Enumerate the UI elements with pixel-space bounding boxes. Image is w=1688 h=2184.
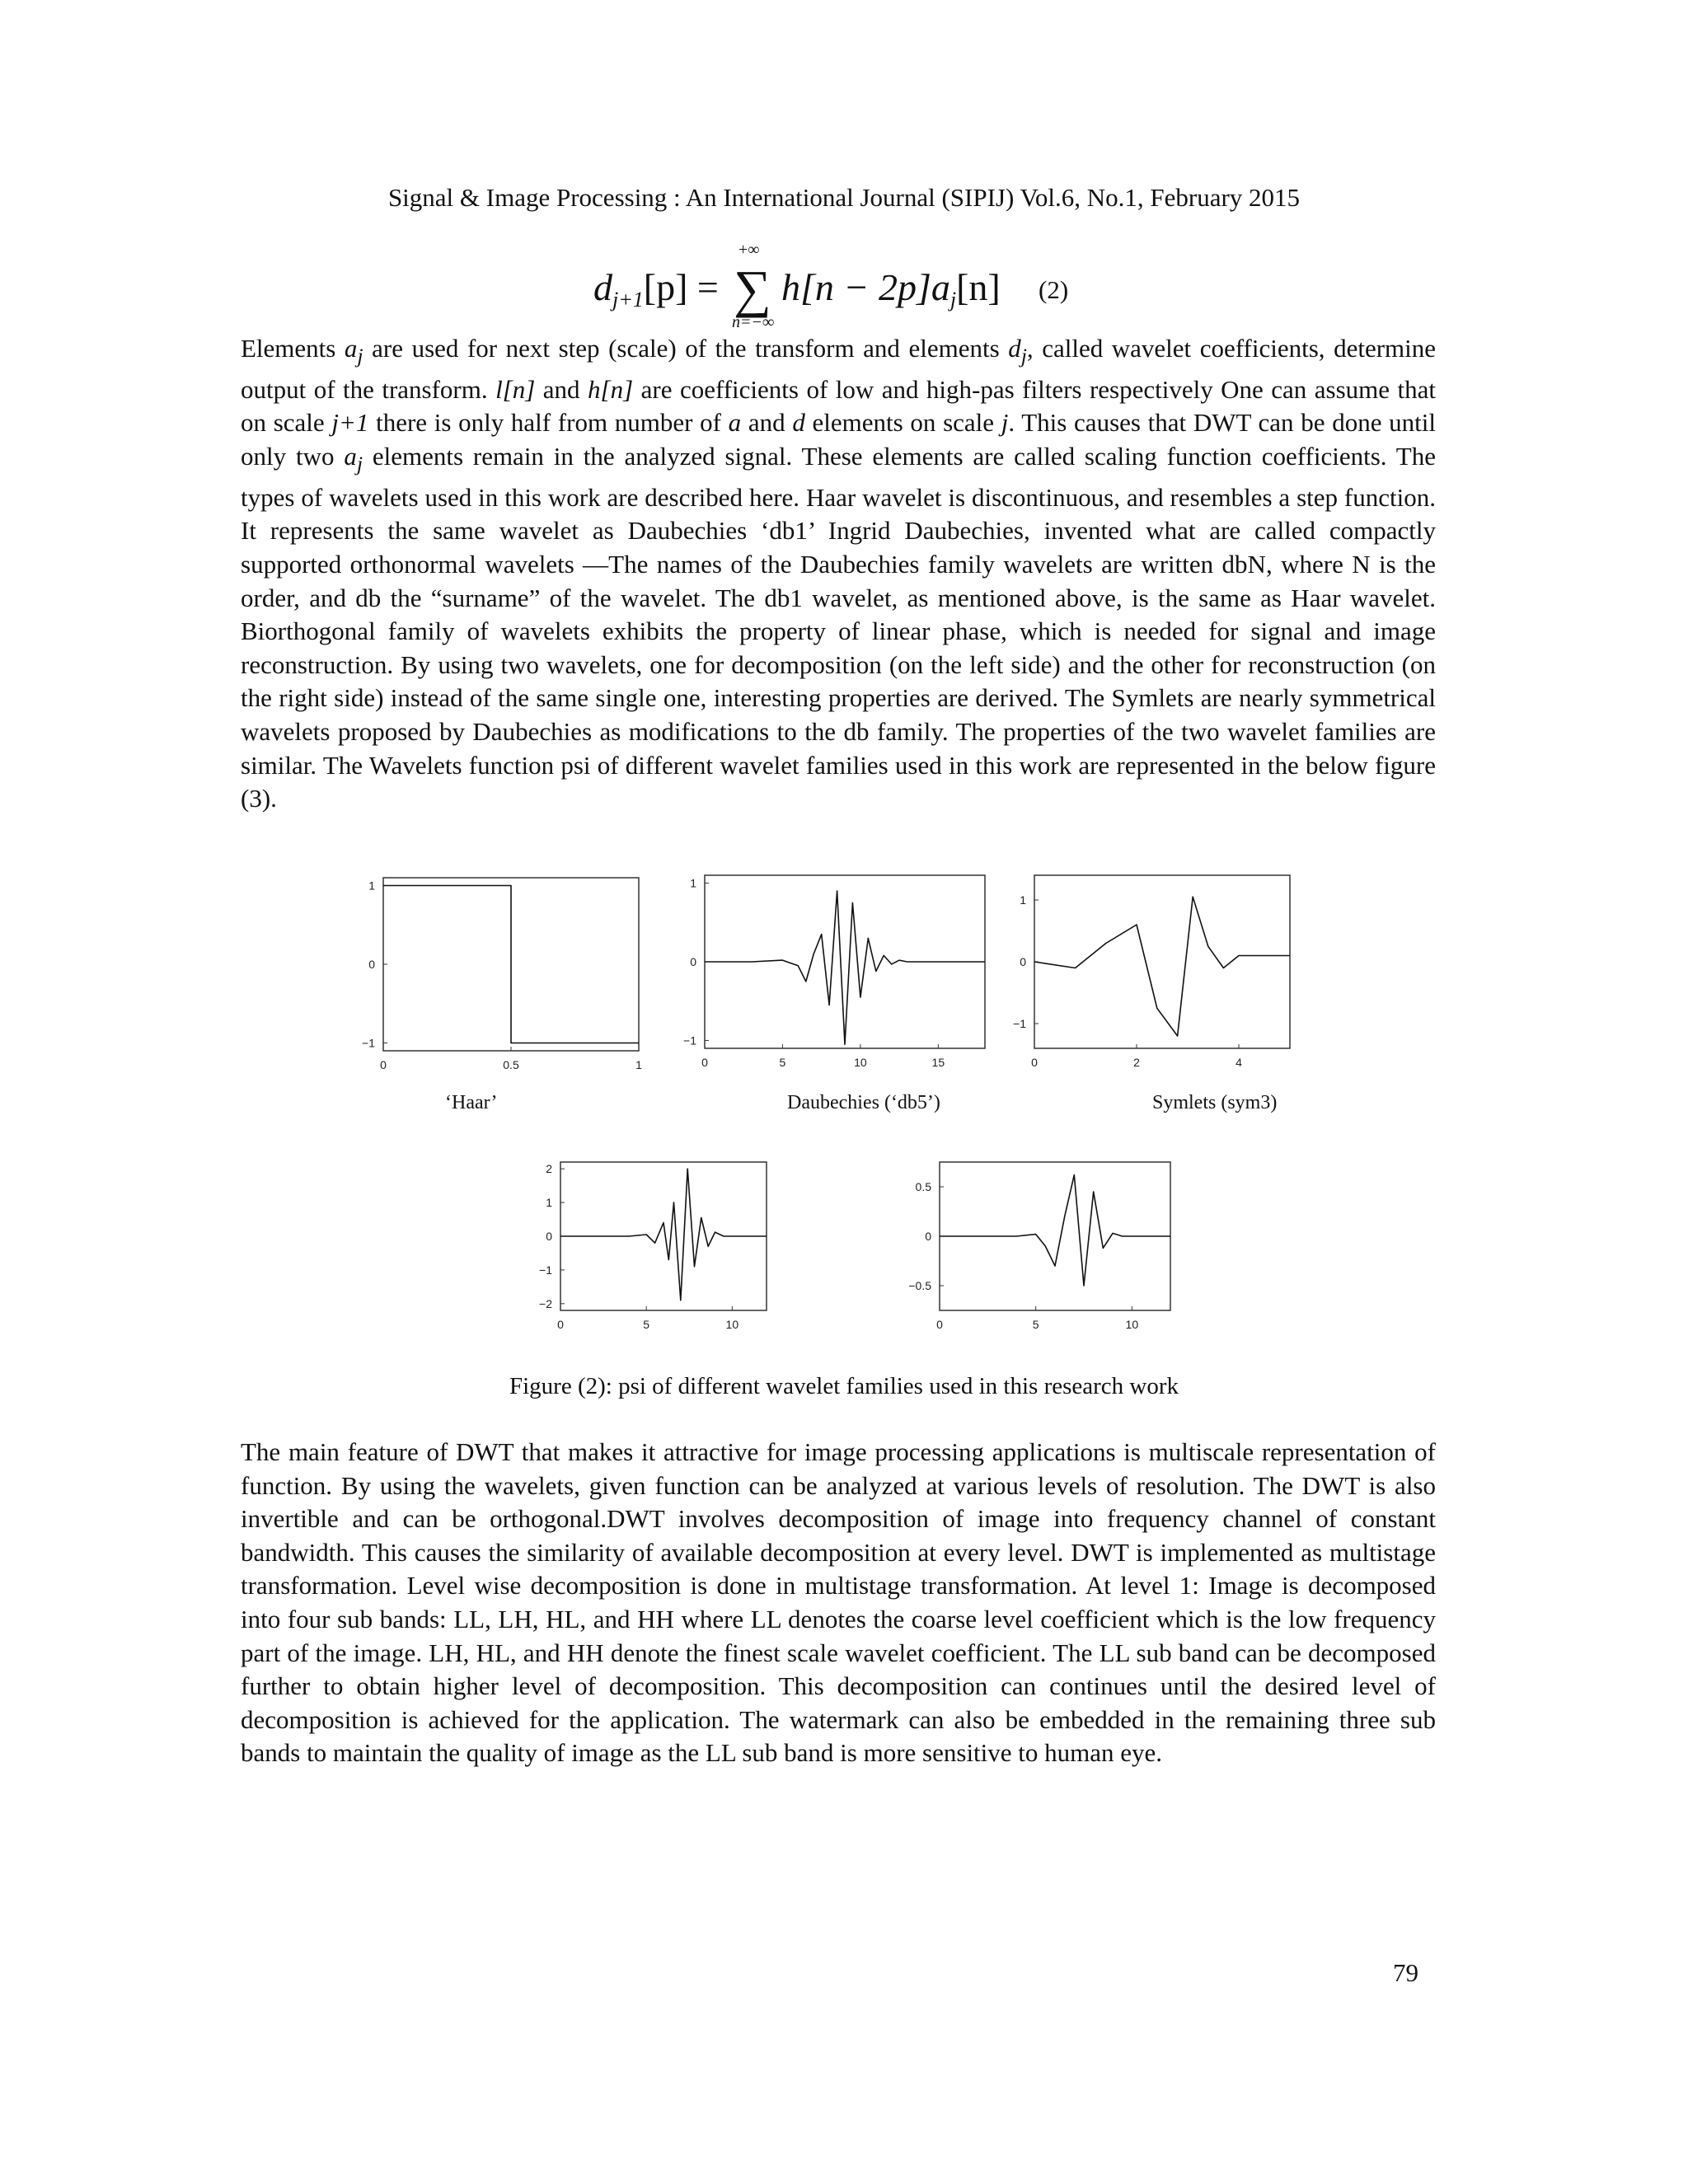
wavelet-curve-sym3 xyxy=(1034,897,1290,1036)
y-tick-label: 1 xyxy=(546,1196,552,1210)
plot-frame xyxy=(1034,875,1290,1048)
x-tick-label: 15 xyxy=(931,1056,945,1069)
label-sym3: Symlets (sym3) xyxy=(1152,1092,1278,1113)
sum-sign: ∑ xyxy=(734,260,771,318)
x-tick-label: 0 xyxy=(557,1318,564,1331)
y-tick-label: 1 xyxy=(1020,893,1026,907)
y-tick-label: −1 xyxy=(683,1033,696,1047)
plot-bottom-right xyxy=(907,1154,1179,1343)
wavelet-curve-haar xyxy=(383,886,639,1043)
figure-caption: Figure (2): psi of different wavelet families used in this research work xyxy=(509,1373,1179,1399)
plot-haar xyxy=(350,869,647,1084)
journal-header: Signal & Image Processing : An International Journal (SIPIJ) Vol.6, No.1, February 2015 xyxy=(387,183,1301,212)
equation-2 xyxy=(577,241,1154,331)
label-haar: ‘Haar’ xyxy=(445,1092,498,1113)
x-tick-label: 0 xyxy=(1031,1056,1038,1069)
y-tick-label: 0.5 xyxy=(915,1180,931,1193)
x-tick-label: 10 xyxy=(854,1056,867,1069)
y-tick-label: 1 xyxy=(368,879,375,893)
sum-upper-limit: +∞ xyxy=(738,241,760,259)
x-tick-label: 10 xyxy=(725,1318,739,1331)
y-tick-label: 0 xyxy=(546,1230,552,1243)
y-tick-label: 2 xyxy=(546,1162,552,1176)
x-tick-label: 5 xyxy=(643,1318,650,1331)
body-paragraph-1: Elements $a_j$ are used for next step (scale) of the transform and elements $d_j$, called wavelet coefficients, determine output of the transform. l[n] and h[n] are coefficients of low and high-pas filters respectively One can assume that on scale j+1 there is only half from number of a and d elements on scale j. This causes that DWT can be done until only two $a_j$ elements remain in the analyzed signal. These elements are called scaling function coefficients. The types of wavelets used in this work are described here. Haar wavelet is discontinuous, and resembles a step function. It represents the same wavelet as Daubechies ‘db1’ Ingrid Daubechies, invented what are called compactly supported orthonormal wavelets —The names of the Daubechies family wavelets are written dbN, where N is the order, and db the “surname” of the wavelet. The db1 wavelet, as mentioned above, is the same as Haar wavelet. Biorthogonal family of wavelets exhibits the property of linear phase, which is needed for signal and image reconstruction. By using two wavelets, one for decomposition (on the left side) and the other for reconstruction (on the right side) instead of the same single one, interesting properties are derived. The Symlets are nearly symmetrical wavelets proposed by Daubechies as modifications to the db family. The properties of the two wavelet families are similar. The Wavelets function psi of different wavelet families used in this work are represented in the below figure (3). xyxy=(241,334,1437,813)
body-paragraph-2: The main feature of DWT that makes it attractive for image processing applications is multiscale representation of function. By using the wavelets, given function can be analyzed at various levels of resolution. The DWT is also invertible and can be orthogonal.DWT involves decomposition of image into frequency channel of constant bandwidth. This causes the similarity of available decomposition at every level. DWT is implemented as multistage transformation. Level wise decomposition is done in multistage transformation. At level 1: Image is decomposed into four sub bands: LL, LH, HL, and HH where LL denotes the coarse level coefficient which is the low frequency part of the image. LH, HL, and HH denote the finest scale wavelet coefficient. The LL sub band can be decomposed further to obtain higher level of decomposition. This decomposition can continues until the desired level of decomposition is achieved for the application. The watermark can also be embedded in the remaining three sub bands to maintain the quality of image as the LL sub band is more sensitive to human eye. xyxy=(241,1437,1436,1768)
plot-bottom-left xyxy=(528,1154,775,1343)
plot-db5 xyxy=(672,867,993,1081)
y-tick-label: −2 xyxy=(539,1296,552,1310)
y-tick-label: 0 xyxy=(690,955,696,968)
x-tick-label: 0 xyxy=(701,1056,708,1069)
sum-lower-limit: n=−∞ xyxy=(732,313,775,331)
y-tick-label: −0.5 xyxy=(908,1279,931,1292)
page-number: 79 xyxy=(1393,1958,1418,1987)
x-tick-label: 1 xyxy=(635,1058,642,1071)
x-tick-label: 0 xyxy=(936,1318,943,1331)
equation-number: (2) xyxy=(1039,275,1069,304)
wavelet-curve-bottom-right xyxy=(940,1175,1170,1286)
x-tick-label: 2 xyxy=(1133,1056,1140,1069)
y-tick-label: 1 xyxy=(690,876,696,890)
y-tick-label: −1 xyxy=(539,1263,552,1277)
x-tick-label: 5 xyxy=(779,1056,786,1069)
y-tick-label: 0 xyxy=(368,958,375,971)
y-tick-label: 0 xyxy=(925,1230,931,1243)
y-tick-label: −1 xyxy=(1013,1017,1026,1030)
y-tick-label: −1 xyxy=(362,1036,375,1050)
x-tick-label: 0 xyxy=(380,1058,387,1071)
x-tick-label: 10 xyxy=(1125,1318,1139,1331)
equation-lhs: $d_{j+1}[p]$ = xyxy=(593,266,719,312)
wavelet-curve-db5 xyxy=(705,891,985,1044)
x-tick-label: 0.5 xyxy=(503,1058,519,1071)
label-db5: Daubechies (‘db5’) xyxy=(787,1092,940,1113)
x-tick-label: 4 xyxy=(1236,1056,1242,1069)
x-tick-label: 5 xyxy=(1032,1318,1039,1331)
plot-sym3 xyxy=(1001,867,1298,1081)
y-tick-label: 0 xyxy=(1020,955,1026,968)
equation-rhs: $h[n - 2p]a_j[n]$ xyxy=(781,266,1001,312)
wavelet-curve-bottom-left xyxy=(560,1169,767,1301)
